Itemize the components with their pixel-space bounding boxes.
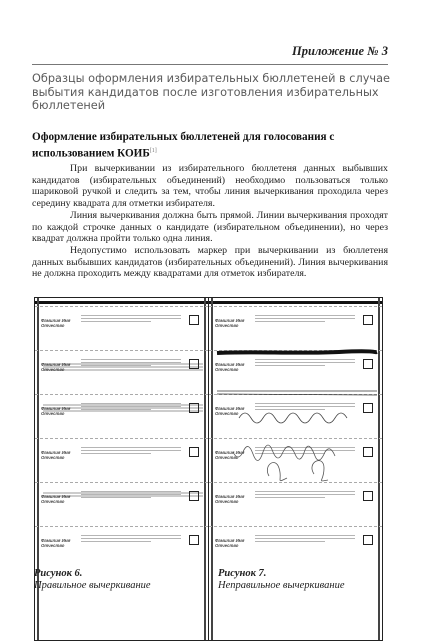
strike-lines-correct	[35, 298, 209, 568]
caption-figure-6	[34, 568, 151, 592]
strike-lines-incorrect	[209, 298, 383, 568]
caption-number: Рисунок 6.	[34, 568, 83, 579]
candidate-name: Фамилия Имя Отчество	[41, 450, 71, 460]
candidate-name: Фамилия Имя Отчество	[215, 406, 245, 416]
candidate-name: Фамилия Имя Отчество	[215, 318, 245, 328]
candidate-name: Фамилия Имя Отчество	[41, 406, 71, 416]
candidate-name: Фамилия Имя Отчество	[41, 362, 71, 372]
caption-figure-7	[218, 568, 345, 592]
candidate-name: Фамилия Имя Отчество	[41, 538, 71, 548]
candidate-name: Фамилия Имя Отчество	[41, 494, 71, 504]
paragraph-3: Недопустимо использовать маркер при вычеркивании из бюллетеня данных выбывших кандидатов (избирательных объединений). Линия вычеркивания не должна проходить между квадратами для отметок избирателя.	[32, 244, 388, 280]
subsection-title	[32, 130, 392, 161]
appendix-label: Приложение № 3	[292, 44, 388, 58]
candidate-name: Фамилия Имя Отчество	[215, 450, 245, 460]
caption-text: Правильное вычеркивание	[34, 580, 151, 591]
paragraph-1: При вычеркивании из избирательного бюллетеня данных выбывших кандидатов (избирательных объединений) необходимо пользоваться только шариковой ручкой и следить за тем, чтобы линия вычеркивания проходила через середину квадрата для отметки избирателя.	[32, 163, 388, 210]
caption-text: Неправильное вычеркивание	[218, 580, 345, 591]
paragraph-2: Линия вычеркивания должна быть прямой. Линии вычеркивания проходят по каждой строчке данных о кандидате (избирательном объединении), но через квадрат должна пройти только одна линия.	[32, 209, 388, 245]
candidate-name: Фамилия Имя Отчество	[215, 538, 245, 548]
candidate-name: Фамилия Имя Отчество	[215, 494, 245, 504]
section-title: Образцы оформления избирательных бюллетеней в случае выбытия кандидатов после изготовления избирательных бюллетеней	[32, 72, 390, 113]
body-text	[32, 163, 388, 280]
footnote-ref[interactable]: [1]	[149, 148, 157, 154]
subsection-title-text: Оформление избирательных бюллетеней для голосования с использованием КОИБ	[32, 131, 335, 160]
header-divider	[32, 64, 388, 65]
candidate-name: Фамилия Имя Отчество	[41, 318, 71, 328]
candidate-name: Фамилия Имя Отчество	[215, 362, 245, 372]
caption-number: Рисунок 7.	[218, 568, 267, 579]
